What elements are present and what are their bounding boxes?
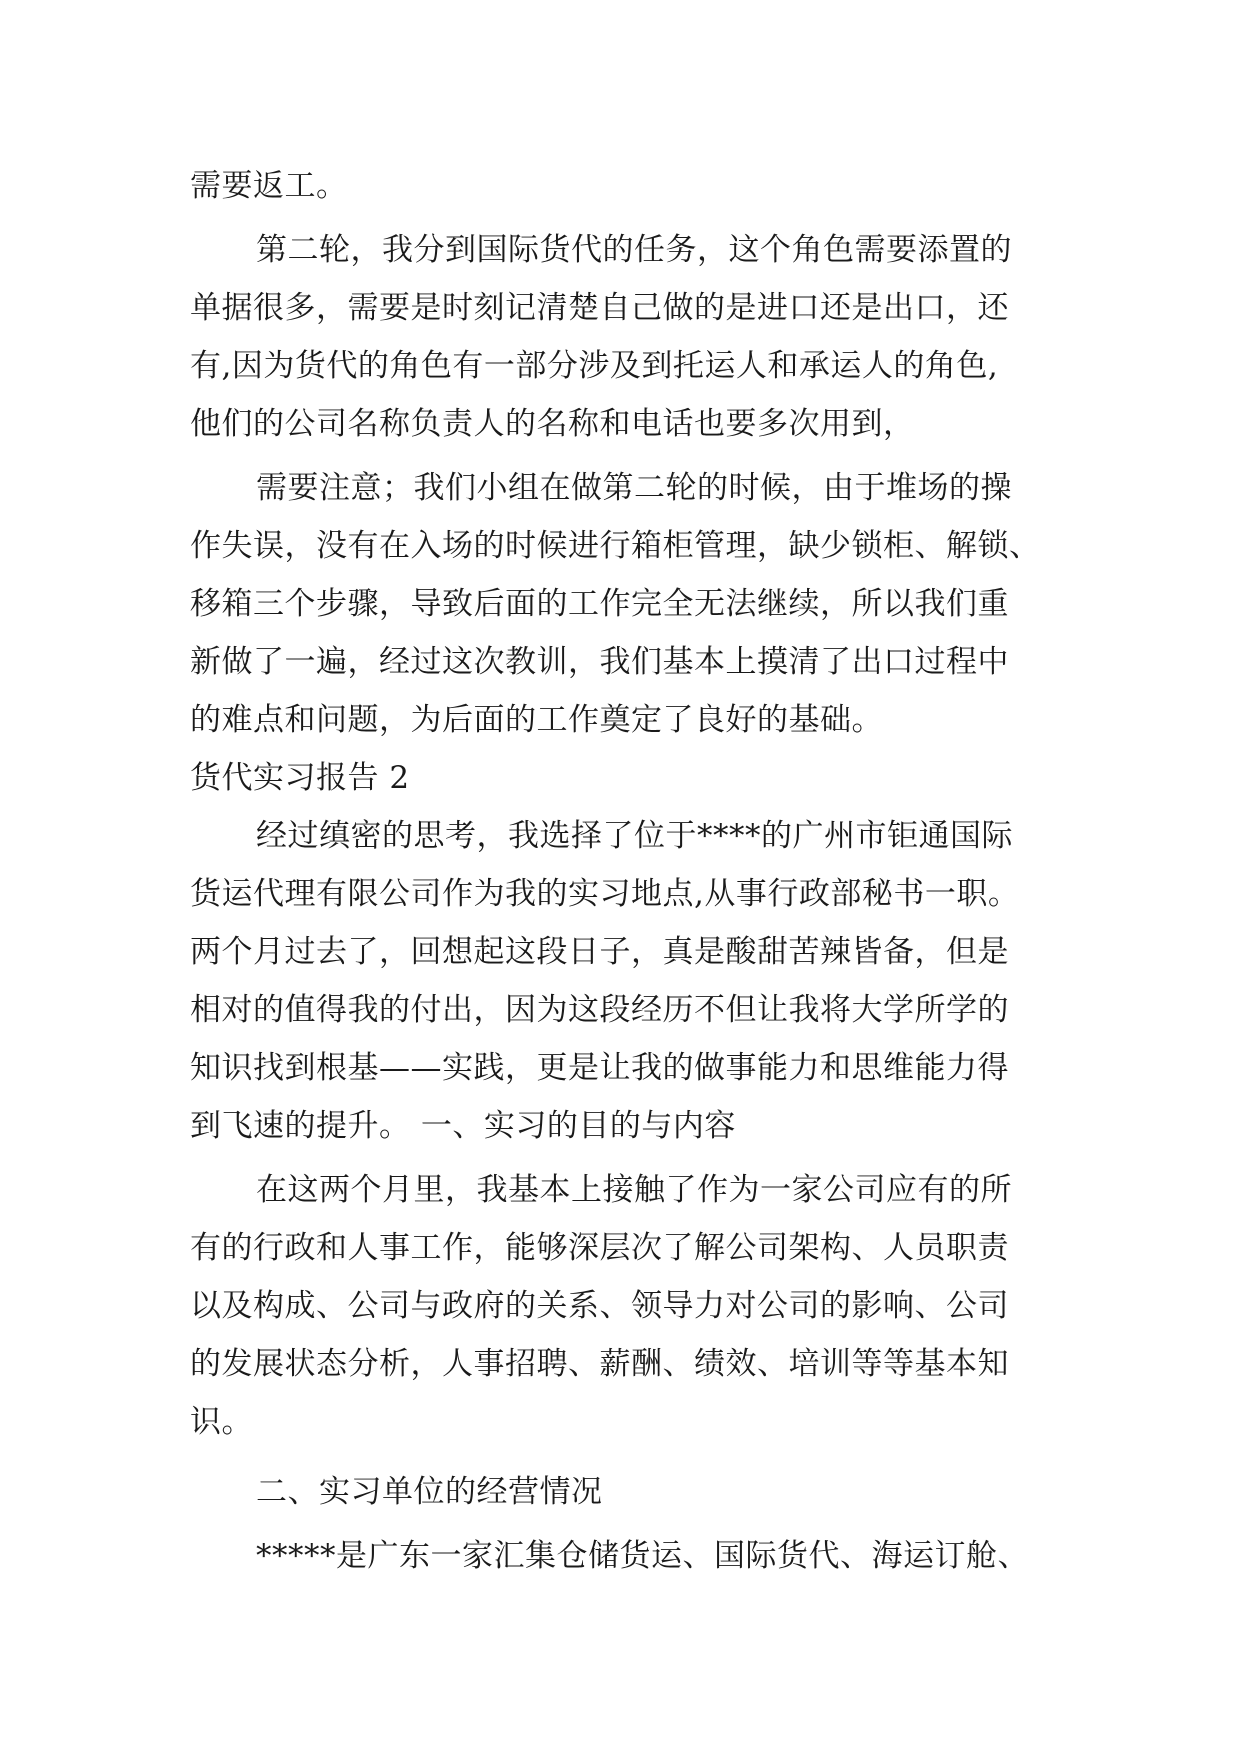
text-line: 的难点和问题，为后面的工作奠定了良好的基础。 [190,702,883,738]
text-line: 货运代理有限公司作为我的实习地点,从事行政部秘书一职。 [190,876,1020,912]
text-line: 两个月过去了，回想起这段日子，真是酸甜苦辣皆备，但是 [190,934,1009,970]
text-line: 识。 [190,1404,253,1440]
text-line: 新做了一遍，经过这次教训，我们基本上摸清了出口过程中 [190,644,1009,680]
text-line: 有的行政和人事工作，能够深层次了解公司架构、人员职责 [190,1230,1009,1266]
document-body [190,157,1070,1585]
text-line: 经过缜密的思考，我选择了位于****的广州市钜通国际 [256,818,1013,854]
text-line: 二、实习单位的经营情况 [256,1474,603,1510]
text-line: 在这两个月里，我基本上接触了作为一家公司应有的所 [256,1172,1012,1208]
text-line: 知识找到根基——实践，更是让我的做事能力和思维能力得 [190,1050,1009,1086]
text-line: 到飞速的提升。 一、实习的目的与内容 [190,1108,736,1144]
text-line: 第二轮，我分到国际货代的任务，这个角色需要添置的 [256,232,1012,268]
text-line: 需要返工。 [190,168,348,204]
text-line: 的发展状态分析，人事招聘、薪酬、绩效、培训等等基本知 [190,1346,1009,1382]
text-line: 需要注意；我们小组在做第二轮的时候，由于堆场的操 [256,470,1012,506]
text-line: 单据很多，需要是时刻记清楚自己做的是进口还是出口，还 [190,290,1009,326]
section-heading: 货代实习报告 2 [190,760,410,796]
text-line: 作失误，没有在入场的时候进行箱柜管理，缺少锁柜、解锁、 [190,528,1041,564]
text-line: 以及构成、公司与政府的关系、领导力对公司的影响、公司 [190,1288,1009,1324]
text-line: 相对的值得我的付出，因为这段经历不但让我将大学所学的 [190,992,1009,1028]
text-line: 他们的公司名称负责人的名称和电话也要多次用到， [190,406,915,442]
text-line: *****是广东一家汇集仓储货运、国际货代、海运订舱、 [256,1538,1029,1574]
text-line: 有,因为货代的角色有一部分涉及到托运人和承运人的角色, [190,348,999,384]
text-line: 移箱三个步骤，导致后面的工作完全无法继续，所以我们重 [190,586,1009,622]
